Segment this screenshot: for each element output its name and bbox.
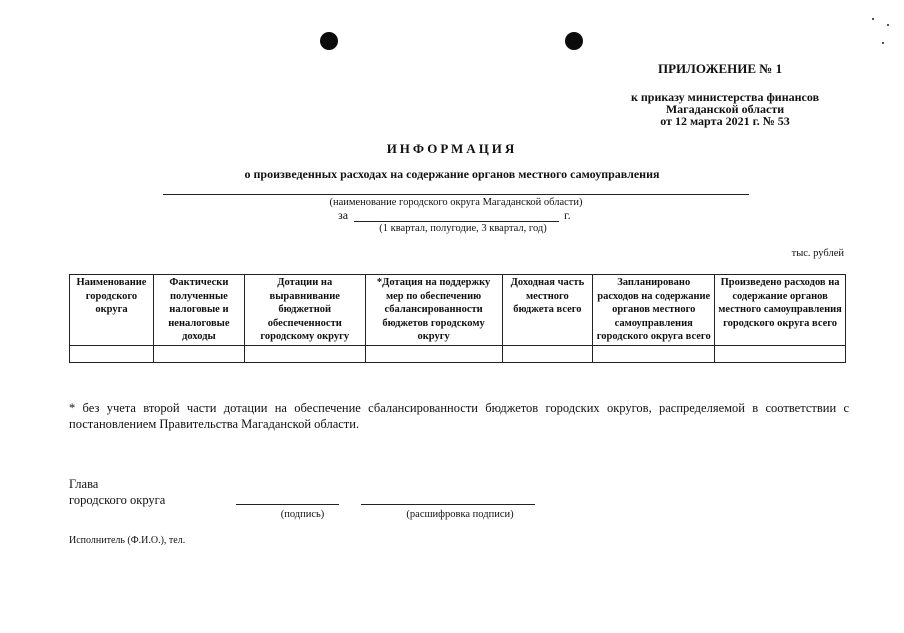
column-header: Дотации на выравнивание бюджетной обеспеченности городскому округу bbox=[244, 275, 365, 346]
footnote: * без учета второй части дотации на обеспечение сбалансированности бюджетов городских округов, распределяемой в соответствии с постановлением Правительства Магаданской области. bbox=[69, 401, 849, 431]
table-cell bbox=[715, 345, 846, 362]
scan-speck bbox=[882, 42, 884, 44]
column-header: *Дотация на поддержку мер по обеспечению сбалансированности бюджетов городскому округу bbox=[365, 275, 502, 346]
district-name-hint: (наименование городского округа Магаданской области) bbox=[329, 197, 583, 208]
period-hint: (1 квартал, полугодие, 3 квартал, год) bbox=[379, 223, 547, 234]
signatory-role-line-2: городского округа bbox=[69, 493, 166, 507]
period-prefix: за bbox=[338, 208, 349, 222]
table-cell bbox=[153, 345, 244, 362]
appendix-line-3: от 12 марта 2021 г. № 53 bbox=[660, 114, 790, 128]
period-line bbox=[354, 221, 559, 222]
column-header: Запланировано расходов на содержание органов местного самоуправления городского округа всего bbox=[593, 275, 715, 346]
signature-decode-line bbox=[361, 504, 535, 505]
units-label: тыс. рублей bbox=[791, 248, 844, 259]
table-cell bbox=[244, 345, 365, 362]
scan-speck bbox=[872, 18, 874, 20]
signature-hint: (подпись) bbox=[280, 509, 325, 520]
appendix-line-1: к приказу министерства финансов bbox=[630, 90, 820, 104]
signature-line bbox=[236, 504, 339, 505]
appendix-reference bbox=[600, 91, 850, 127]
table-cell bbox=[593, 345, 715, 362]
table-row bbox=[70, 345, 846, 362]
executor-label: Исполнитель (Ф.И.О.), тел. bbox=[69, 535, 186, 546]
table-header-row bbox=[70, 275, 846, 346]
signatory-role-line-1: Глава bbox=[69, 477, 99, 491]
table-cell bbox=[502, 345, 593, 362]
district-name-line bbox=[163, 194, 749, 195]
scan-speck bbox=[887, 24, 889, 26]
period-suffix: г. bbox=[564, 208, 571, 222]
column-header: Наименование городского округа bbox=[70, 275, 154, 346]
punch-hole-right bbox=[565, 32, 583, 50]
column-header: Доходная часть местного бюджета всего bbox=[502, 275, 593, 346]
expenses-table bbox=[69, 274, 846, 363]
appendix-line-2: Магаданской области bbox=[665, 102, 785, 116]
table-cell bbox=[365, 345, 502, 362]
document-subtitle: о произведенных расходах на содержание органов местного самоуправления bbox=[244, 167, 660, 181]
column-header: Произведено расходов на содержание органов местного самоуправления городского округа всего bbox=[715, 275, 846, 346]
document-title: ИНФОРМАЦИЯ bbox=[386, 141, 518, 156]
column-header: Фактически полученные налоговые и неналоговые доходы bbox=[153, 275, 244, 346]
punch-hole-left bbox=[320, 32, 338, 50]
appendix-title: ПРИЛОЖЕНИЕ № 1 bbox=[658, 61, 783, 76]
signatory-role bbox=[69, 476, 165, 508]
signature-decode-hint: (расшифровка подписи) bbox=[406, 509, 514, 520]
table-cell bbox=[70, 345, 154, 362]
